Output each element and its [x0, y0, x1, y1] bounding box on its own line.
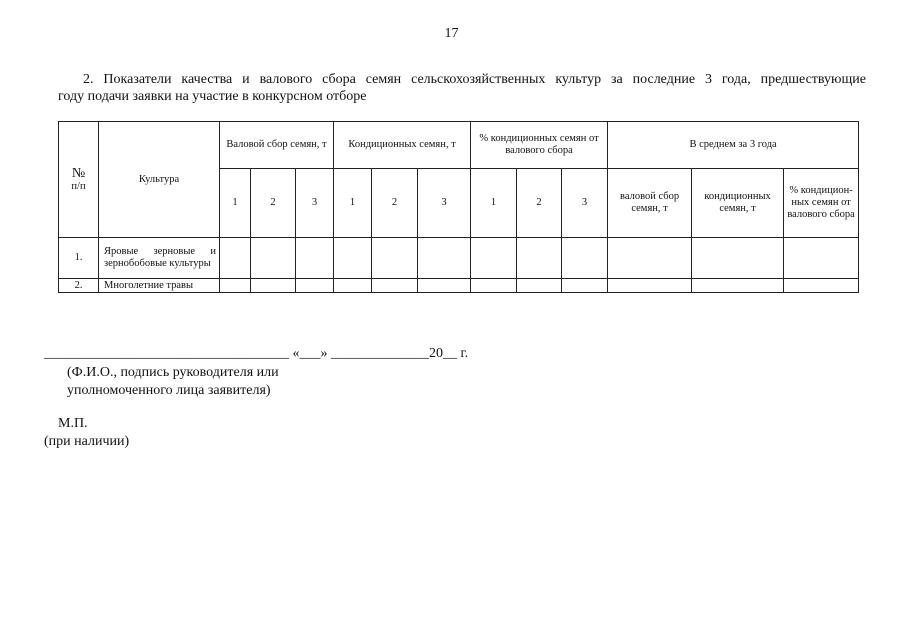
- table-cell: [251, 238, 296, 279]
- section-heading-line-1: 2. Показатели качества и валового сбора семян сельскохозяйственных культур за последние 3 года, предшествующие: [83, 72, 866, 87]
- table-cell: [220, 279, 251, 293]
- signature-note: [67, 364, 279, 400]
- header-crop: Культура: [99, 122, 220, 238]
- year-label: 2: [372, 169, 418, 238]
- row-crop: Яровые зерновые и зернобобовые культуры: [99, 238, 220, 279]
- year-label: 2: [517, 169, 562, 238]
- table-cell: [692, 279, 784, 293]
- header-three-year-average: В среднем за 3 года: [608, 122, 859, 169]
- table-cell: [471, 238, 517, 279]
- page-number: 17: [444, 26, 459, 41]
- signature-note-line-1: (Ф.И.О., подпись руководителя или: [67, 365, 279, 380]
- seed-quality-table: [58, 121, 859, 293]
- year-label: 3: [562, 169, 608, 238]
- signature-line: ___________________________________ «___» ______________20__ г.: [44, 346, 469, 361]
- header-number: [59, 122, 99, 238]
- table-row: [59, 238, 859, 279]
- header-percent-conditioned: % кондиционных семян от валового сбора: [471, 122, 608, 169]
- year-label: 3: [418, 169, 471, 238]
- year-label: 3: [296, 169, 334, 238]
- table-cell: [471, 279, 517, 293]
- signature-note-line-2: уполномоченного лица заявителя): [67, 383, 271, 398]
- table-cell: [608, 238, 692, 279]
- row-crop: Многолетние травы: [99, 279, 220, 293]
- table-cell: [372, 238, 418, 279]
- header-conditioned-seeds: Кондиционных семян, т: [334, 122, 471, 169]
- year-label: 1: [471, 169, 517, 238]
- avg-gross-header: валовой сбор семян, т: [608, 169, 692, 238]
- table-cell: [418, 279, 471, 293]
- year-label: 1: [220, 169, 251, 238]
- table-cell: [784, 238, 859, 279]
- table-cell: [296, 279, 334, 293]
- table-cell: [296, 238, 334, 279]
- number-symbol: №: [71, 166, 86, 181]
- table-cell: [334, 279, 372, 293]
- table-cell: [562, 238, 608, 279]
- number-sub-label: п/п: [71, 181, 86, 192]
- table-row: [59, 279, 859, 293]
- year-label: 1: [334, 169, 372, 238]
- table-cell: [418, 238, 471, 279]
- stamp-note: (при наличии): [44, 434, 130, 449]
- section-heading: [58, 71, 866, 105]
- header-gross-harvest: Валовой сбор семян, т: [220, 122, 334, 169]
- table-cell: [608, 279, 692, 293]
- year-label: 2: [251, 169, 296, 238]
- avg-percent-header: % кондицион-ных семян от валового сбора: [784, 169, 859, 238]
- table-cell: [372, 279, 418, 293]
- table-cell: [220, 238, 251, 279]
- table-cell: [334, 238, 372, 279]
- row-number: 2.: [59, 279, 99, 293]
- table-cell: [251, 279, 296, 293]
- table-cell: [517, 238, 562, 279]
- table-cell: [784, 279, 859, 293]
- table-cell: [562, 279, 608, 293]
- stamp-label: М.П.: [58, 416, 88, 431]
- row-number: 1.: [59, 238, 99, 279]
- section-heading-line-2: году подачи заявки на участие в конкурсном отборе: [58, 89, 367, 104]
- table-cell: [517, 279, 562, 293]
- table-cell: [692, 238, 784, 279]
- avg-conditioned-header: кондиционных семян, т: [692, 169, 784, 238]
